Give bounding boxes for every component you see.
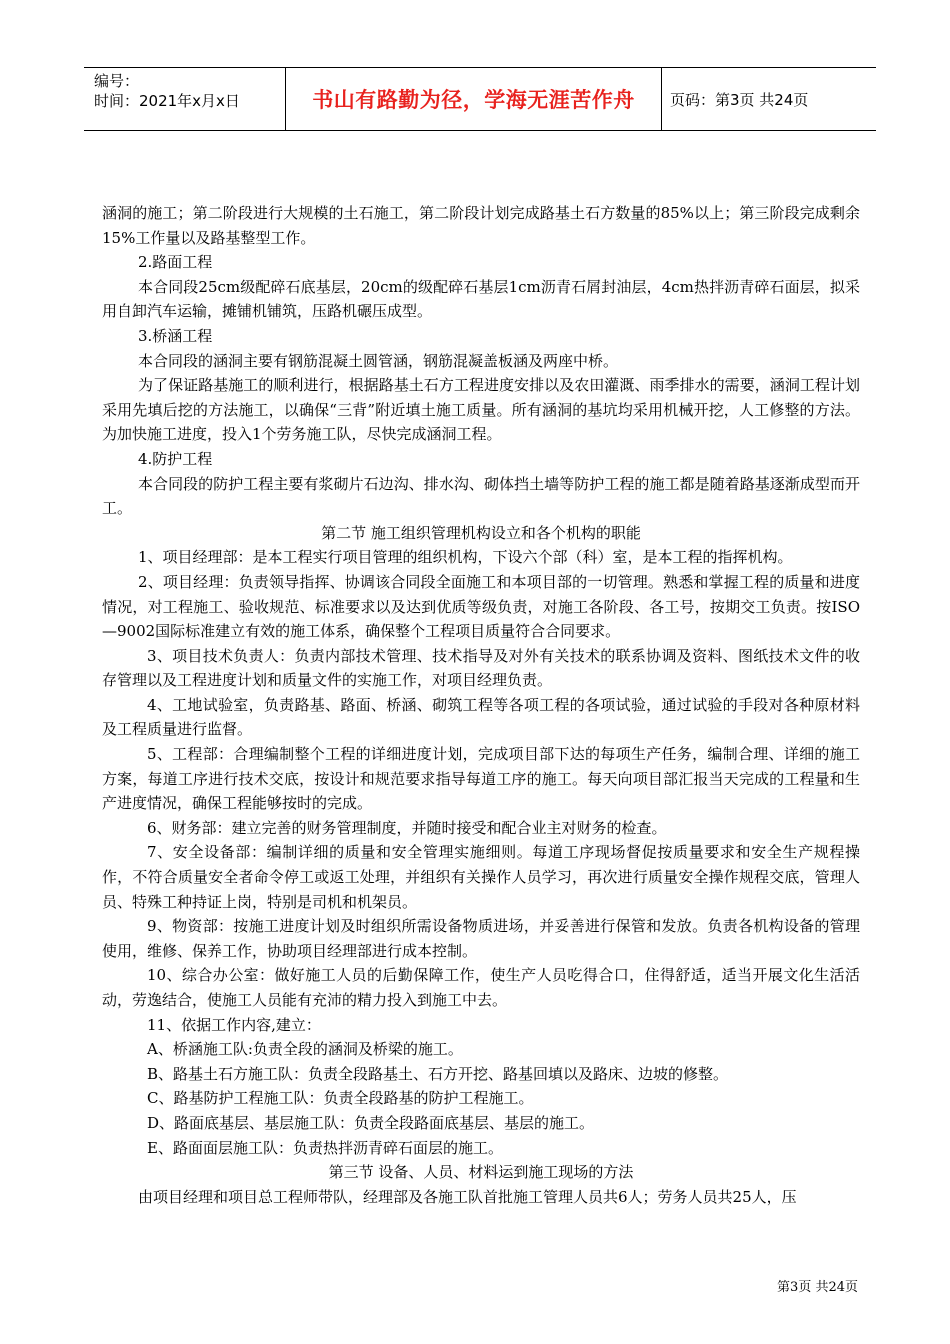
section-heading-3: 第三节 设备、人员、材料运到施工现场的方法 [328, 1163, 634, 1182]
paragraph: 由项目经理和项目总工程师带队，经理部及各施工队首批施工管理人员共6人；劳务人员共25人，压 [138, 1187, 797, 1206]
page-footer: 第3页 共24页 [777, 1280, 858, 1295]
paragraph: 9、物资部：按施工进度计划及时组织所需设备物质进场，并妥善进行保管和发放。负责各机构设备的管理使用，维修、保养工作，协助项目经理部进行成本控制。 [102, 917, 860, 960]
list-item: C、路基防护工程施工队：负责全段路基的防护工程施工。 [147, 1089, 534, 1108]
list-item: A、桥涵施工队:负责全段的涵洞及桥梁的施工。 [147, 1040, 463, 1059]
section-heading-2: 第二节 施工组织管理机构设立和各个机构的职能 [321, 523, 641, 542]
paragraph: 为了保证路基施工的顺利进行，根据路基土石方工程进度安排以及农田灌溉、雨季排水的需要，涵洞工程计划采用先填后挖的方法施工，以确保“三背”附近填土施工质量。所有涵洞的基坑均采用机械开挖，人工修整的方法。为加快施工进度，投入1个劳务施工队，尽快完成涵洞工程。 [102, 376, 860, 444]
list-item: D、路面底基层、基层施工队：负责全段路面底基层、基层的施工。 [147, 1113, 595, 1132]
paragraph: 11、依据工作内容,建立： [147, 1015, 321, 1034]
subheading-protection: 4.防护工程 [138, 449, 213, 468]
header-meta [84, 68, 286, 130]
list-item: E、路面面层施工队：负责热拌沥青碎石面层的施工。 [147, 1138, 503, 1157]
header-motto: 书山有路勤为径，学海无涯苦作舟 [286, 68, 662, 130]
paragraph: 6、财务部：建立完善的财务管理制度，并随时接受和配合业主对财务的检查。 [147, 818, 667, 837]
paragraph: 7、安全设备部：编制详细的质量和安全管理实施细则。每道工序现场督促按质量要求和安全生产规程操作，不符合质量安全者命令停工或返工处理，并组织有关操作人员学习，再次进行质量安全操作规程交底，管理人员、特殊工种持证上岗，特别是司机和机架员。 [102, 843, 860, 911]
page-header [84, 67, 876, 131]
document-number-label: 编号： [94, 72, 140, 90]
header-page-number: 页码：第3页 共24页 [670, 90, 809, 109]
paragraph: 5、工程部：合理编制整个工程的详细进度计划，完成项目部下达的每项生产任务，编制合理、详细的施工方案，每道工序进行技术交底，按设计和规范要求指导每道工序的施工。每天向项目部汇报当天完成的工程量和生产进度情况，确保工程能够按时的完成。 [102, 745, 860, 813]
subheading-bridge-culvert: 3.桥涵工程 [138, 326, 213, 345]
document-body [102, 201, 860, 1209]
paragraph: 4、工地试验室，负责路基、路面、桥涵、砌筑工程等各项工程的各项试验，通过试验的手段对各种原材料及工程质量进行监督。 [102, 695, 860, 739]
paragraph: 1、项目经理部：是本工程实行项目管理的组织机构，下设六个部（科）室，是本工程的指挥机构。 [138, 548, 793, 567]
paragraph: 2、项目经理：负责领导指挥、协调该合同段全面施工和本项目部的一切管理。熟悉和掌握工程的质量和进度情况，对工程施工、验收规范、标准要求以及达到优质等级负责，对施工各阶段、各工号，按期交工负责。按ISO—9002国际标准建立有效的施工体系，确保整个工程项目质量符合合同要求。 [102, 572, 860, 641]
paragraph: 10、综合办公室：做好施工人员的后勤保障工作，使生产人员吃得合口，住得舒适，适当开展文化生活活动，劳逸结合，使施工人员能有充沛的精力投入到施工中去。 [102, 966, 860, 1009]
paragraph: 3、项目技术负责人：负责内部技术管理、技术指导及对外有关技术的联系协调及资料、图纸技术文件的收存管理以及工程进度计划和质量文件的实施工作，对项目经理负责。 [102, 646, 860, 690]
subheading-pavement: 2.路面工程 [138, 253, 213, 272]
list-item: B、路基土石方施工队：负责全段路基土、石方开挖、路基回填以及路床、边坡的修整。 [147, 1064, 729, 1083]
document-date-label: 时间：2021年x月x日 [94, 92, 240, 110]
paragraph: 涵洞的施工；第二阶段进行大规模的土石施工，第二阶段计划完成路基土石方数量的85%以上；第三阶段完成剩余15%工作量以及路基整型工作。 [102, 204, 860, 247]
paragraph: 本合同段25cm级配碎石底基层，20cm的级配碎石基层1cm沥青石屑封油层，4cm热拌沥青碎石面层，拟采用自卸汽车运输，摊铺机铺筑，压路机碾压成型。 [102, 277, 860, 321]
paragraph: 本合同段的防护工程主要有浆砌片石边沟、排水沟、砌体挡土墙等防护工程的施工都是随着路基逐渐成型而开工。 [102, 474, 860, 518]
paragraph: 本合同段的涵洞主要有钢筋混凝土圆管涵，钢筋混凝盖板涵及两座中桥。 [138, 351, 619, 370]
